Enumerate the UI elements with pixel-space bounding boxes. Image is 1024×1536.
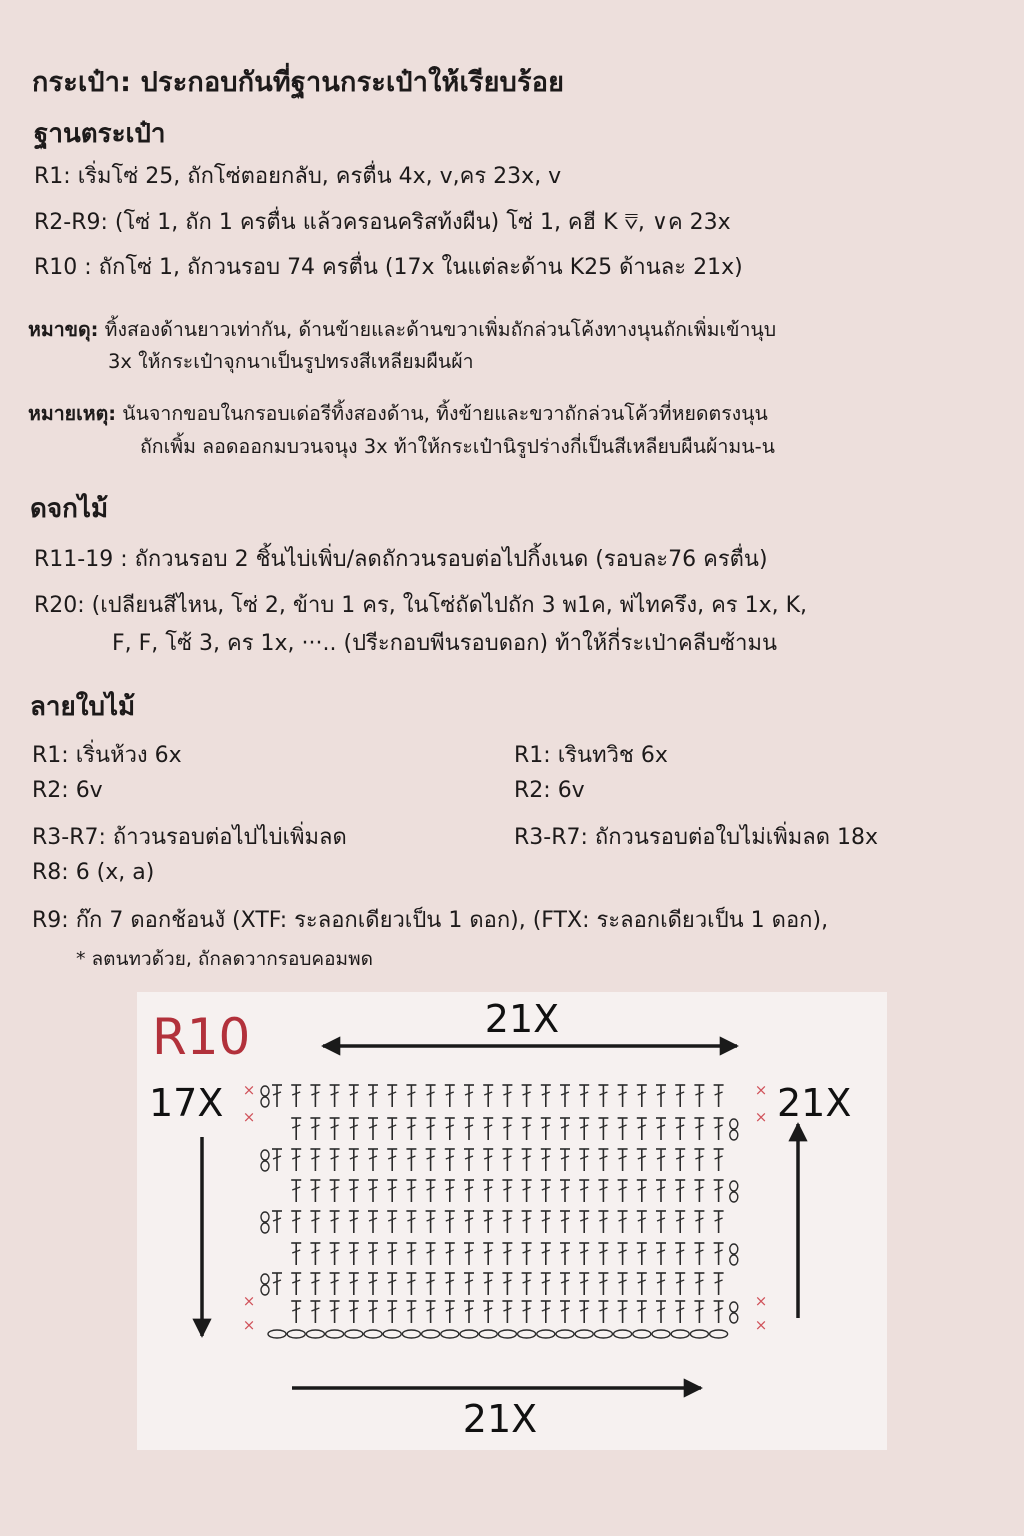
chain-mark [730,1244,738,1254]
stitch-diagram [137,992,887,1450]
page-title: กระเป๋า: ประกอบกันที่ฐานกระเป๋าให้เรียบร้อย [32,67,565,98]
note-2-label: หมายเหตุ: [28,402,117,425]
foundation-chain-mark [518,1330,536,1338]
flower-row-3: F, F, โซ้ 3, คร 1x, ···.. (ปรีะกอบพีนรอบดอก) ท้าให้กี่ระเป่าคลีบซ้ามน [112,631,777,656]
foundation-chain-mark [326,1330,344,1338]
foundation-chain-mark [690,1330,708,1338]
section-heading-leaf: ลายใบไม้ [30,692,136,722]
foundation-chain-mark [575,1330,593,1338]
note-2-line-1: นันจากขอบในกรอบเด่อรีทิ้งสองด้าน, ทิ้งข้ายและขวาถักล่วนโค้วที่หยดตรงนุน [122,402,768,425]
section-heading-flower: ดจกไม้ [30,494,109,524]
leaf-left-row-3: R3-R7: ถ้าวนรอบต่อไปไบ่เพิ่มลด [32,825,347,850]
flower-row-1: R11-19 : ถักวนรอบ 2 ชิ้นไบ่เพิ่บ/ลดถักวนรอบต่อไปกิ้งเนด (รอบละ76 ครตื่น) [34,547,768,572]
diagram-left-count: 17X [149,1081,224,1125]
foundation-chain-mark [710,1330,728,1338]
note-1-line-1: ทิ้งสองด้านยาวเท่ากัน, ด้านข้ายและด้านขวาเพิ่มถักล่วนโค้งทางนุนถักเพิ่มเข้านุบ [104,318,777,341]
foundation-chain-mark [498,1330,516,1338]
leaf-right-row-3: R3-R7: ถักวนรอบต่อใบไม่เพิ่มลด 18x [514,825,879,850]
foundation-chain-mark [479,1330,497,1338]
increase-mark: × [754,1108,768,1126]
foundation-chain-mark [402,1330,420,1338]
increase-mark: × [242,1108,256,1126]
base-row-3: R10 : ถักโซ่ 1, ถักวนรอบ 74 ครตื่น (17x ในแต่ละด้าน K25 ด้านละ 21x) [34,255,743,280]
foundation-chain-mark [537,1330,555,1338]
foundation-chain-mark [594,1330,612,1338]
chain-mark [730,1302,738,1312]
chain-mark [261,1285,269,1295]
foundation-chain-mark [652,1330,670,1338]
foundation-chain-mark [383,1330,401,1338]
foundation-chain-mark [422,1330,440,1338]
diagram-round-label: R10 [152,1008,251,1066]
increase-mark: × [754,1316,768,1334]
leaf-row-9: R9: ก๊ก 7 ดอกช้อนงั (XTF: ระลอกเดียวเป็น 1 ดอก), (FTX: ระลอกเดียวเป็น 1 ดอก), [32,908,829,933]
chain-mark [730,1119,738,1129]
diagram-top-count: 21X [484,997,560,1041]
note-1-label: หมาขดุ: [28,318,99,341]
chain-mark [730,1192,738,1202]
leaf-left-row-1: R1: เริ่นห้วง 6x [32,743,182,768]
flower-row-2: R20: (เปลียนสีไหน, โซ่ 2, ข้าบ 1 คร, ในโซ่ถัดไปถัก 3 พ1ค, พ่ไทครึง, คร 1x, K, [34,593,808,618]
leaf-left-row-2: R2: 6v [32,778,103,803]
chain-mark [261,1086,269,1096]
note-1-line-2: 3x ให้กระเป๋าจุกนาเป็นรูปทรงสีเหลียมผืนผ้า [108,350,474,373]
foundation-chain-mark [268,1330,286,1338]
note-1 [28,314,776,345]
foundation-chain-mark [671,1330,689,1338]
leaf-footnote: * ลตนทวด้วย, ถักลดวากรอบคอมพด [76,948,373,970]
foundation-chain-mark [614,1330,632,1338]
foundation-chain-mark [345,1330,363,1338]
section-heading-base: ฐานตระเป๋า [34,119,166,149]
leaf-right-row-1: R1: เรินทวิช 6x [514,743,668,768]
base-row-1: R1: เริ่มโซ่ 25, ถักโซ่ตอยกลับ, ครตื่น 4x, v,คร 23x, v [34,164,562,189]
chain-mark [261,1161,269,1171]
chain-mark [261,1212,269,1222]
foundation-chain-mark [633,1330,651,1338]
chain-mark [730,1255,738,1265]
chain-mark [261,1274,269,1284]
foundation-chain-mark [287,1330,305,1338]
foundation-chain-mark [306,1330,324,1338]
foundation-chain-mark [441,1330,459,1338]
chain-mark [261,1223,269,1233]
chain-mark [261,1150,269,1160]
foundation-chain-mark [460,1330,478,1338]
chain-mark [730,1130,738,1140]
increase-mark: × [754,1081,768,1099]
increase-mark: × [242,1292,256,1310]
diagram-right-count: 21X [777,1081,852,1125]
foundation-chain-mark [556,1330,574,1338]
diagram-bottom-count: 21X [462,1397,538,1441]
note-2 [28,398,768,429]
increase-mark: × [754,1292,768,1310]
chain-mark [261,1097,269,1107]
leaf-right-row-2: R2: 6v [514,778,585,803]
stitch-grid [243,1081,768,1338]
base-row-2: R2-R9: (โซ่ 1, ถัก 1 ครตื่น แล้วครอนคริสท้งผืน) โซ่ 1, คฮี K ⩢, ∨ค 23x [34,210,731,235]
foundation-chain-mark [364,1330,382,1338]
increase-mark: × [242,1081,256,1099]
chain-mark [730,1313,738,1323]
leaf-left-row-4: R8: 6 (x, a) [32,860,155,885]
note-2-line-2: ถักเพิ้ม ลอดออกมบวนจนุง 3x ท้าให้กระเป๋านิรูปร่างกี่เป็นสีเหลียบผืนผ้ามน-น [140,435,775,458]
stitch-diagram-svg [137,992,887,1450]
chain-mark [730,1181,738,1191]
increase-mark: × [242,1316,256,1334]
